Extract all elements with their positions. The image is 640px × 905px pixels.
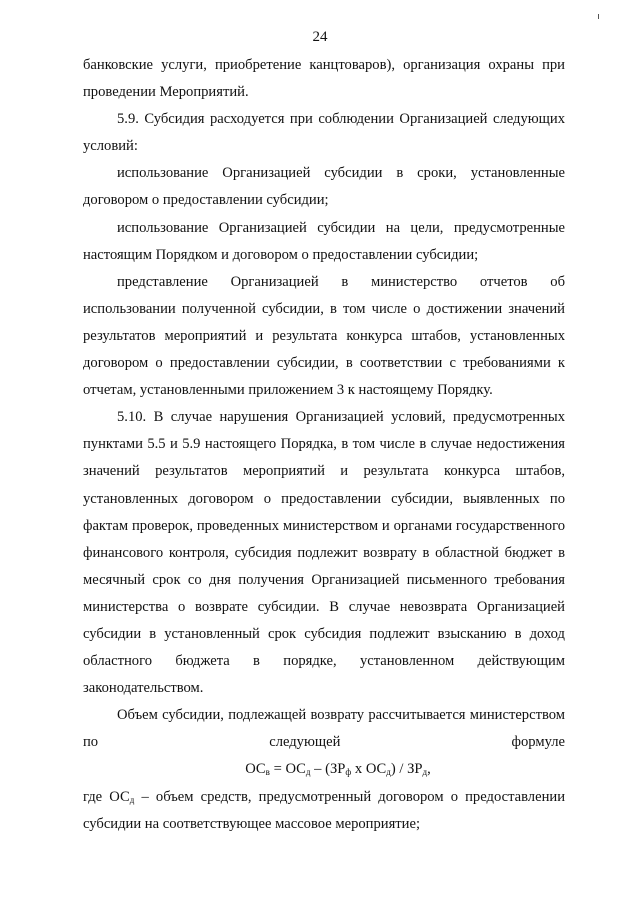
- formula-definition: где $ОС_д$ – объем средств, предусмотренный договором о предоставлении субсидии на соответствующее массовое мероприятие;: [83, 788, 566, 832]
- document-body: [83, 52, 565, 838]
- condition-purposes: использование Организацией субсидии на цели, предусмотренные настоящим Порядком и договором о предоставлении субсидии;: [83, 219, 565, 263]
- refund-formula: $ОС_в = ОС_д - (ЗР_ф$ x $ОС_д) / ЗР_д$,: [245, 761, 431, 778]
- condition-reports: представление Организацией в министерство отчетов об использовании полученной субсидии, в том числе о достижении значений результатов мероприятий и результата конкурса штабов, установленных договором о предоставлении субсидии, в соответствии с требованиями к отчетам, установленными приложением 3 к настоящему Порядку.: [83, 273, 565, 399]
- paragraph-services: банковские услуги, приобретение канцтоваров), организация охраны при проведении Мероприятий.: [83, 57, 565, 101]
- condition-deadlines: использование Организацией субсидии в сроки, установленные договором о предоставлении субсидии;: [83, 165, 565, 209]
- page-number: 24: [312, 29, 328, 45]
- paragraph-5-10: 5.10. В случае нарушения Организацией условий, предусмотренных пунктами 5.5 и 5.9 настоящего Порядка, в том числе в случае недостижения значений результатов мероприятий и результата конкурса штабов, установленных договором о предоставлении субсидии, выявленных по фактам проверок, проведенных министерством и органами государственного финансового контроля, субсидия подлежит возврату в областной бюджет в месячный срок со дня получения Организацией письменного требования министерства о возврате субсидии. В случае невозврата Организацией субсидии в установленный срок субсидия подлежит взысканию в доход областного бюджета в порядке, установленном действующим законодательством.: [83, 409, 565, 697]
- paragraph-5-9: 5.9. Субсидия расходуется при соблюдении Организацией следующих условий:: [83, 111, 565, 155]
- scan-mark: [598, 14, 599, 19]
- paragraph-refund-volume: Объем субсидии, подлежащей возврату рассчитывается министерством по следующей формуле: [83, 707, 565, 751]
